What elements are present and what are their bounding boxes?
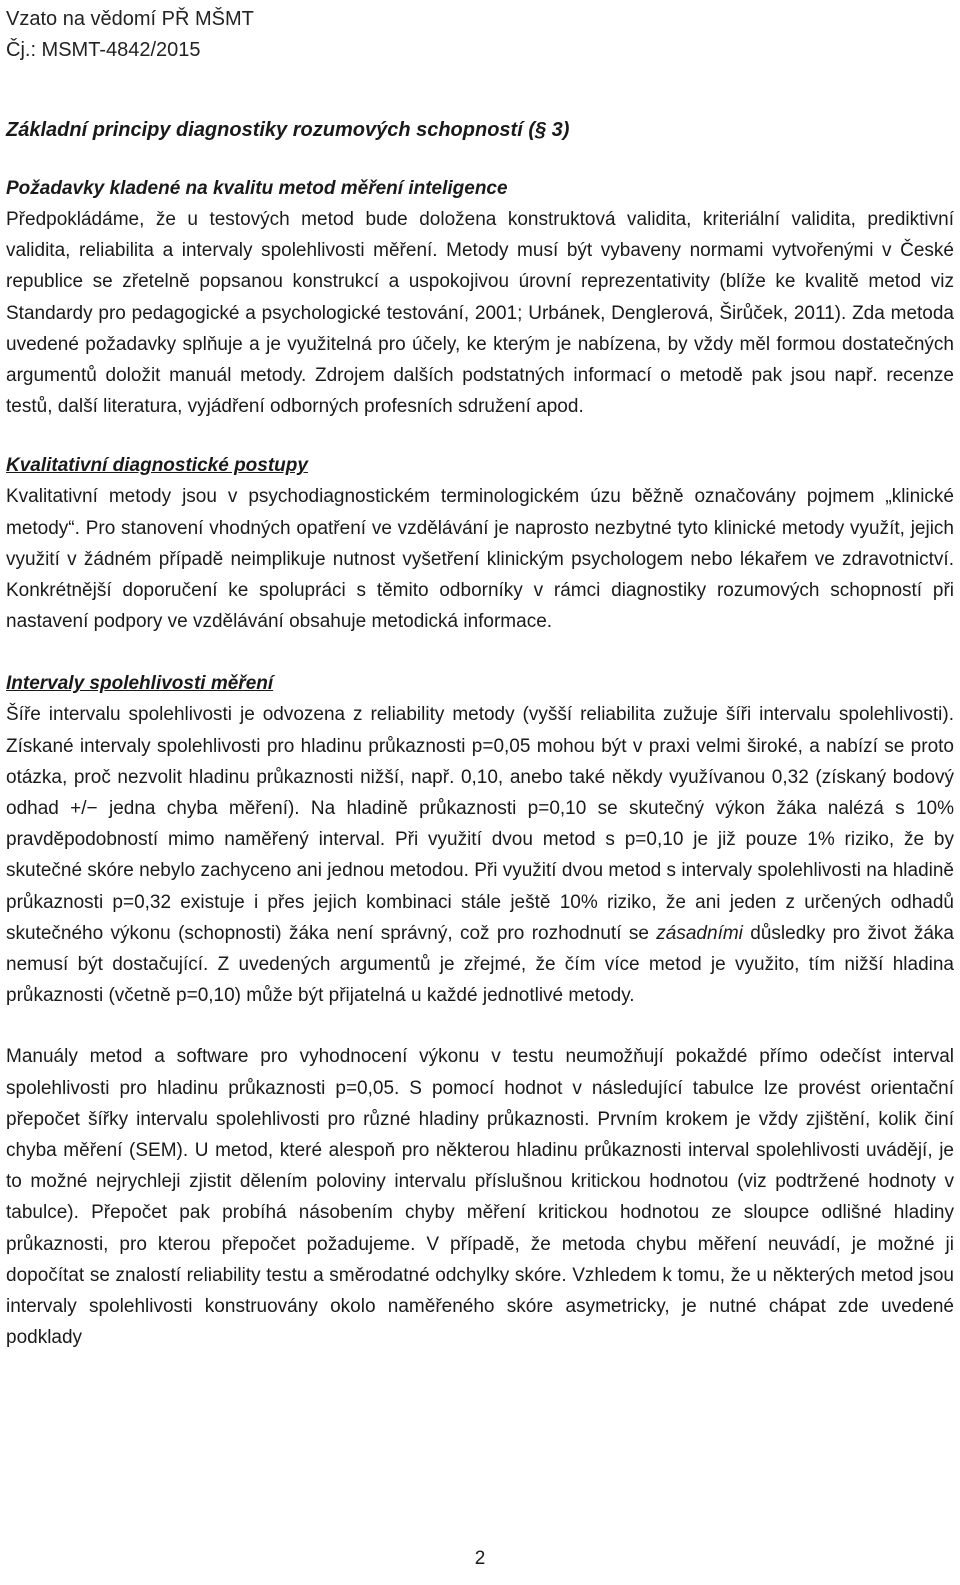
- page-title: Základní principy diagnostiky rozumových schopností (§ 3): [6, 119, 570, 141]
- page-number: 2: [474, 1548, 486, 1569]
- paragraph: Kvalitativní metody jsou v psychodiagnostickém terminologickém úzu běžně označovány pojmem „klinické metody“. Pro stanovení vhodných opatření ve vzdělávání je naprosto nezbytné tyto klinické metody využít, jejich využití v žádném případě neimplikuje nutnost vyšetření klinickým psychologem nebo lékařem ve zdravotnictví. Konkrétnější doporučení ke spolupráci s těmito odborníky v rámci diagnostiky rozumových schopností při nastavení podpory ve vzdělávání obsahuje metodická informace.: [6, 486, 954, 633]
- paragraph-text: důsledky pro život žáka nemusí být dostačující. Z uvedených argumentů je zřejmé, že čím více metod je využito, tím nižší hladina průkaznosti (včetně p=0,10) může být přijatelná u každé jednotlivé metody.: [6, 922, 955, 1007]
- paragraph: Předpokládáme, že u testových metod bude doložena konstruktová validita, kriteriální validita, prediktivní validita, reliabilita a intervaly spolehlivosti měření. Metody musí být vybaveny normami vytvořenými v České republice se zřetelně popsanou konstrukcí a uspokojivou úrovní reprezentativity (blíže ke kvalitě metod viz Standardy pro pedagogické a psychologické testování, 2001; Urbánek, Denglerová, Širůček, 2011). Zda metoda uvedené požadavky splňuje a je využitelná pro účely, ke kterým je nabízena, by vždy měl formou dostatečných argumentů doložit manuál metody. Zdrojem dalších podstatných informací o metodě pak jsou např. recenze testů, další literatura, vyjádření odborných profesních sdružení apod.: [6, 209, 954, 418]
- section-quality-requirements: [6, 173, 954, 422]
- header-reference-number: Čj.: MSMT-4842/2015: [6, 39, 201, 61]
- header-approval-line: Vzato na vědomí PŘ MŠMT: [6, 8, 254, 30]
- section-heading: Intervaly spolehlivosti měření: [6, 673, 274, 695]
- emphasis-text: zásadními: [656, 922, 743, 944]
- paragraph-text: Šíře intervalu spolehlivosti je odvozena z reliability metody (vyšší reliabilita zužuje šíři intervalu spolehlivosti). Získané intervaly spolehlivosti pro hladinu průkaznosti p=0,05 mohou být v praxi velmi široké, a nabízí se proto otázka, proč nezvolit hladinu průkaznosti nižší, např. 0,10, anebo také někdy využívanou 0,32 (získaný bodový odhad +/− jedna chyba měření). Na hladině průkaznosti p=0,10 se skutečný výkon žáka nalézá s 10% pravděpodobností mimo naměřený interval. Při využití dvou metod s p=0,10 je již pouze 1% riziko, že by skutečné skóre nebylo zachyceno ani jednou metodou. Při využití dvou metod s intervaly spolehlivosti na hladině průkaznosti p=0,32 existuje i přes jejich kombinaci stále ještě 10% riziko, že ani jeden z určených odhadů skutečného výkonu (schopnosti) žáka není správný, což pro rozhodnutí se: [6, 704, 954, 944]
- section-heading: Požadavky kladené na kvalitu metod měření inteligence: [6, 178, 508, 199]
- section-heading: Kvalitativní diagnostické postupy: [6, 455, 308, 477]
- paragraph: [6, 699, 954, 1011]
- section-confidence-intervals: [6, 668, 954, 1353]
- paragraph: Manuály metod a software pro vyhodnocení výkonu v testu neumožňují pokaždé přímo odečíst interval spolehlivosti pro hladinu průkaznosti p=0,05. S pomocí hodnot v následující tabulce lze provést orientační přepočet šířky intervalu spolehlivosti pro různé hladiny průkaznosti. Prvním krokem je vždy zjištění, kolik činí chyba měření (SEM). U metod, které alespoň pro některou hladinu průkaznosti interval spolehlivosti uvádějí, je to možné nejrychleji zjistit dělením poloviny intervalu příslušnou kritickou hodnotou (viz podtržené hodnoty v tabulce). Přepočet pak probíhá násobením chyby měření kritickou hodnotou ze sloupce odlišné hladiny průkaznosti, pro kterou přepočet požadujeme. V případě, že metoda chybu měření neuvádí, je možné ji dopočítat se znalostí reliability testu a směrodatné odchylky skóre. Vzhledem k tomu, že u některých metod jsou intervaly spolehlivosti konstruovány okolo naměřeného skóre asymetricky, je nutné chápat zde uvedené podklady: [6, 1046, 954, 1349]
- document-header: [6, 4, 254, 66]
- document-body: [6, 114, 954, 1354]
- section-qualitative-procedures: [6, 450, 954, 637]
